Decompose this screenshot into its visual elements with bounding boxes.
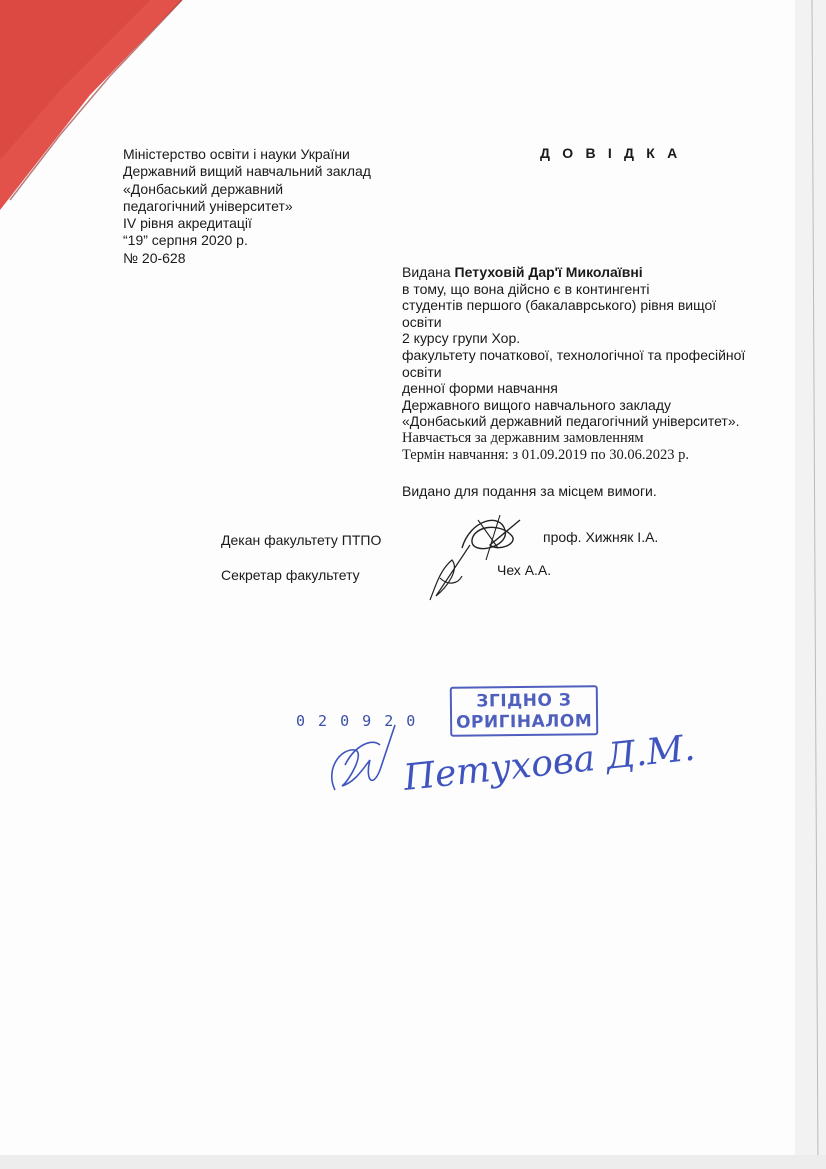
document-number: № 20-628 xyxy=(123,249,186,266)
handwritten-initials xyxy=(332,725,395,790)
true-copy-stamp xyxy=(450,685,599,737)
handwritten-certification xyxy=(332,725,395,790)
document-date: “19” серпня 2020 р. xyxy=(123,232,248,249)
dean-name: проф. Хижняк І.А. xyxy=(543,529,659,545)
secretary-name: Чех А.А. xyxy=(497,562,552,578)
study-term-line: Термін навчання: з 01.09.2019 по 30.06.2023 р. xyxy=(402,446,690,463)
secretary-signature xyxy=(430,545,470,600)
header-line: Державний вищий навчальний заклад xyxy=(123,163,371,180)
body-line: денної форми навчання xyxy=(402,380,558,397)
body-line: освіти xyxy=(402,313,442,330)
secretary-title: Секретар факультету xyxy=(221,567,360,583)
handwritten-name: Петухова Д.М. xyxy=(401,727,697,799)
body-line: «Донбаський державний педагогічний університет». xyxy=(402,413,740,430)
body-line: освіти xyxy=(402,363,442,380)
header-line: Міністерство освіти і науки України xyxy=(123,146,350,162)
header-line: «Донбаський державний xyxy=(123,180,284,197)
header-line: IV рівня акредитації xyxy=(123,215,252,232)
body-line: 2 курсу групи Хор. xyxy=(402,330,521,347)
body-line: студентів першого (бакалаврського) рівня вищої xyxy=(402,297,717,314)
handwritten-flourish xyxy=(345,742,380,765)
header-line: педагогічний університет» xyxy=(123,197,293,214)
stamp-line-2: ОРИГІНАЛОМ xyxy=(455,711,593,733)
funding-line: Навчається за державним замовленням xyxy=(402,429,644,446)
body-line: Державного вищого навчального закладу xyxy=(402,396,671,413)
issued-prefix: Видана xyxy=(402,264,451,280)
date-stamp: 0 2 0 9 2 0 xyxy=(296,712,418,730)
student-name: Петуховій Дар'ї Миколаївні xyxy=(454,264,643,280)
body-line: в тому, що вона дійсно є в контингенті xyxy=(402,280,650,297)
body-line: факультету початкової, технологічної та професійної xyxy=(402,346,746,363)
stamp-line-1: ЗГІДНО З xyxy=(476,690,572,712)
document-title: Д О В І Д К А xyxy=(540,145,682,161)
purpose-line: Видано для подання за місцем вимоги. xyxy=(402,483,657,500)
dean-title: Декан факультету ПТПО xyxy=(221,532,382,548)
